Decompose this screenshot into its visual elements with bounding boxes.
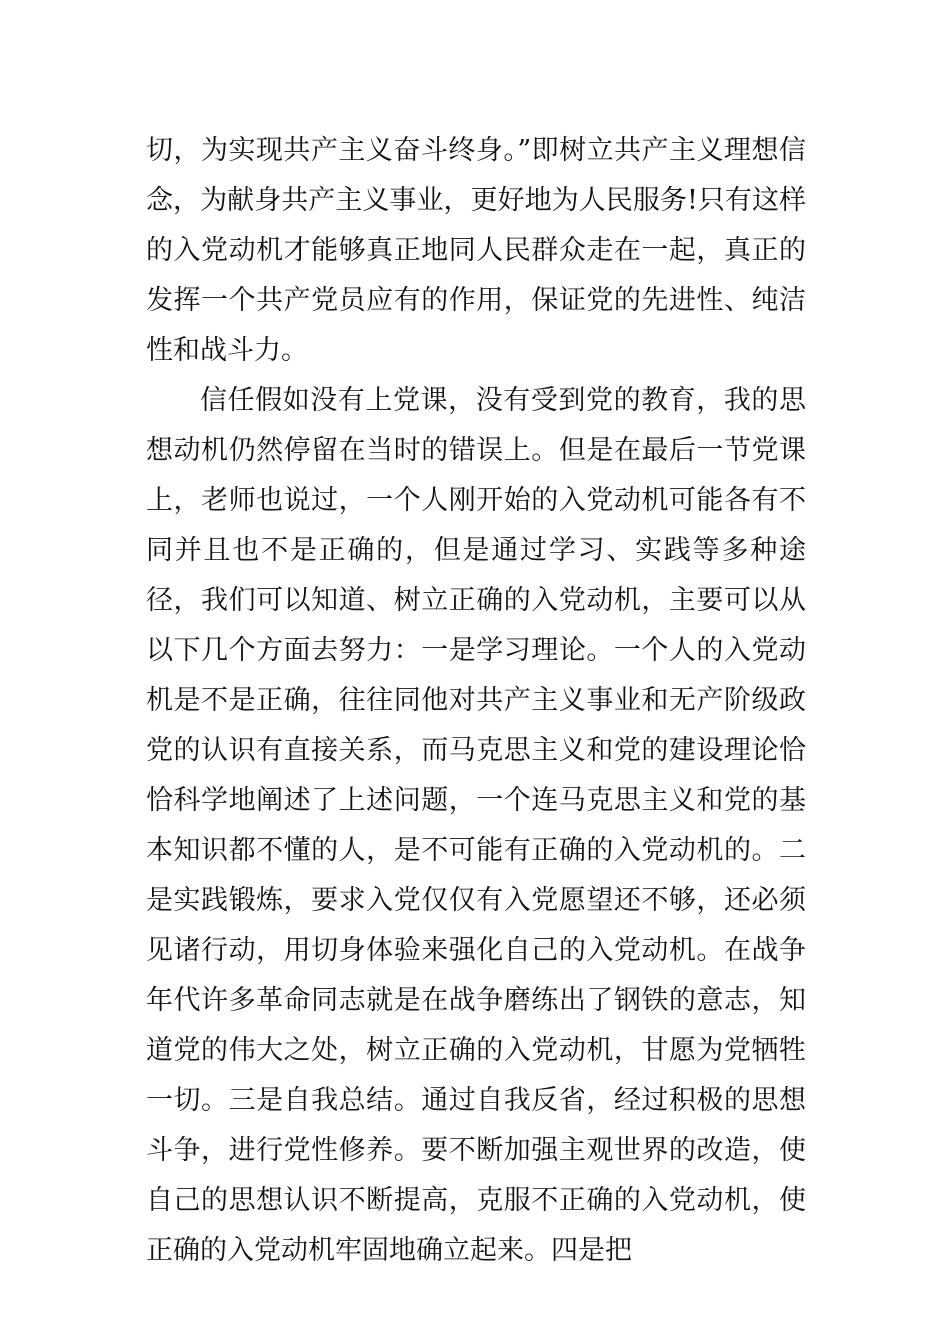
document-body	[146, 126, 806, 1276]
paragraph-main: 信任假如没有上党课，没有受到党的教育，我的思想动机仍然停留在当时的错误上。但是在最后一节党课上，老师也说过，一个人刚开始的入党动机可能各有不同并且也不是正确的，但是通过学习、实践等多种途径，我们可以知道、树立正确的入党动机，主要可以从以下几个方面去努力：一是学习理论。一个人的入党动机是不是正确，往往同他对共产主义事业和无产阶级政党的认识有直接关系，而马克思主义和党的建设理论恰恰科学地阐述了上述问题，一个连马克思主义和党的基本知识都不懂的人，是不可能有正确的入党动机的。二是实践锻炼，要求入党仅仅有入党愿望还不够，还必须见诸行动，用切身体验来强化自己的入党动机。在战争年代许多革命同志就是在战争磨练出了钢铁的意志，知道党的伟大之处，树立正确的入党动机，甘愿为党牺牲一切。三是自我总结。通过自我反省，经过积极的思想斗争，进行党性修养。要不断加强主观世界的改造，使自己的思想认识不断提高，克服不正确的入党动机，使正确的入党动机牢固地确立起来。四是把	[146, 385, 806, 1266]
paragraph-continuation: 切，为实现共产主义奋斗终身。”即树立共产主义理想信念，为献身共产主义事业，更好地为人民服务!只有这样的入党动机才能够真正地同人民群众走在一起，真正的发挥一个共产党员应有的作用，保证党的先进性、纯洁性和战斗力。	[146, 135, 806, 366]
